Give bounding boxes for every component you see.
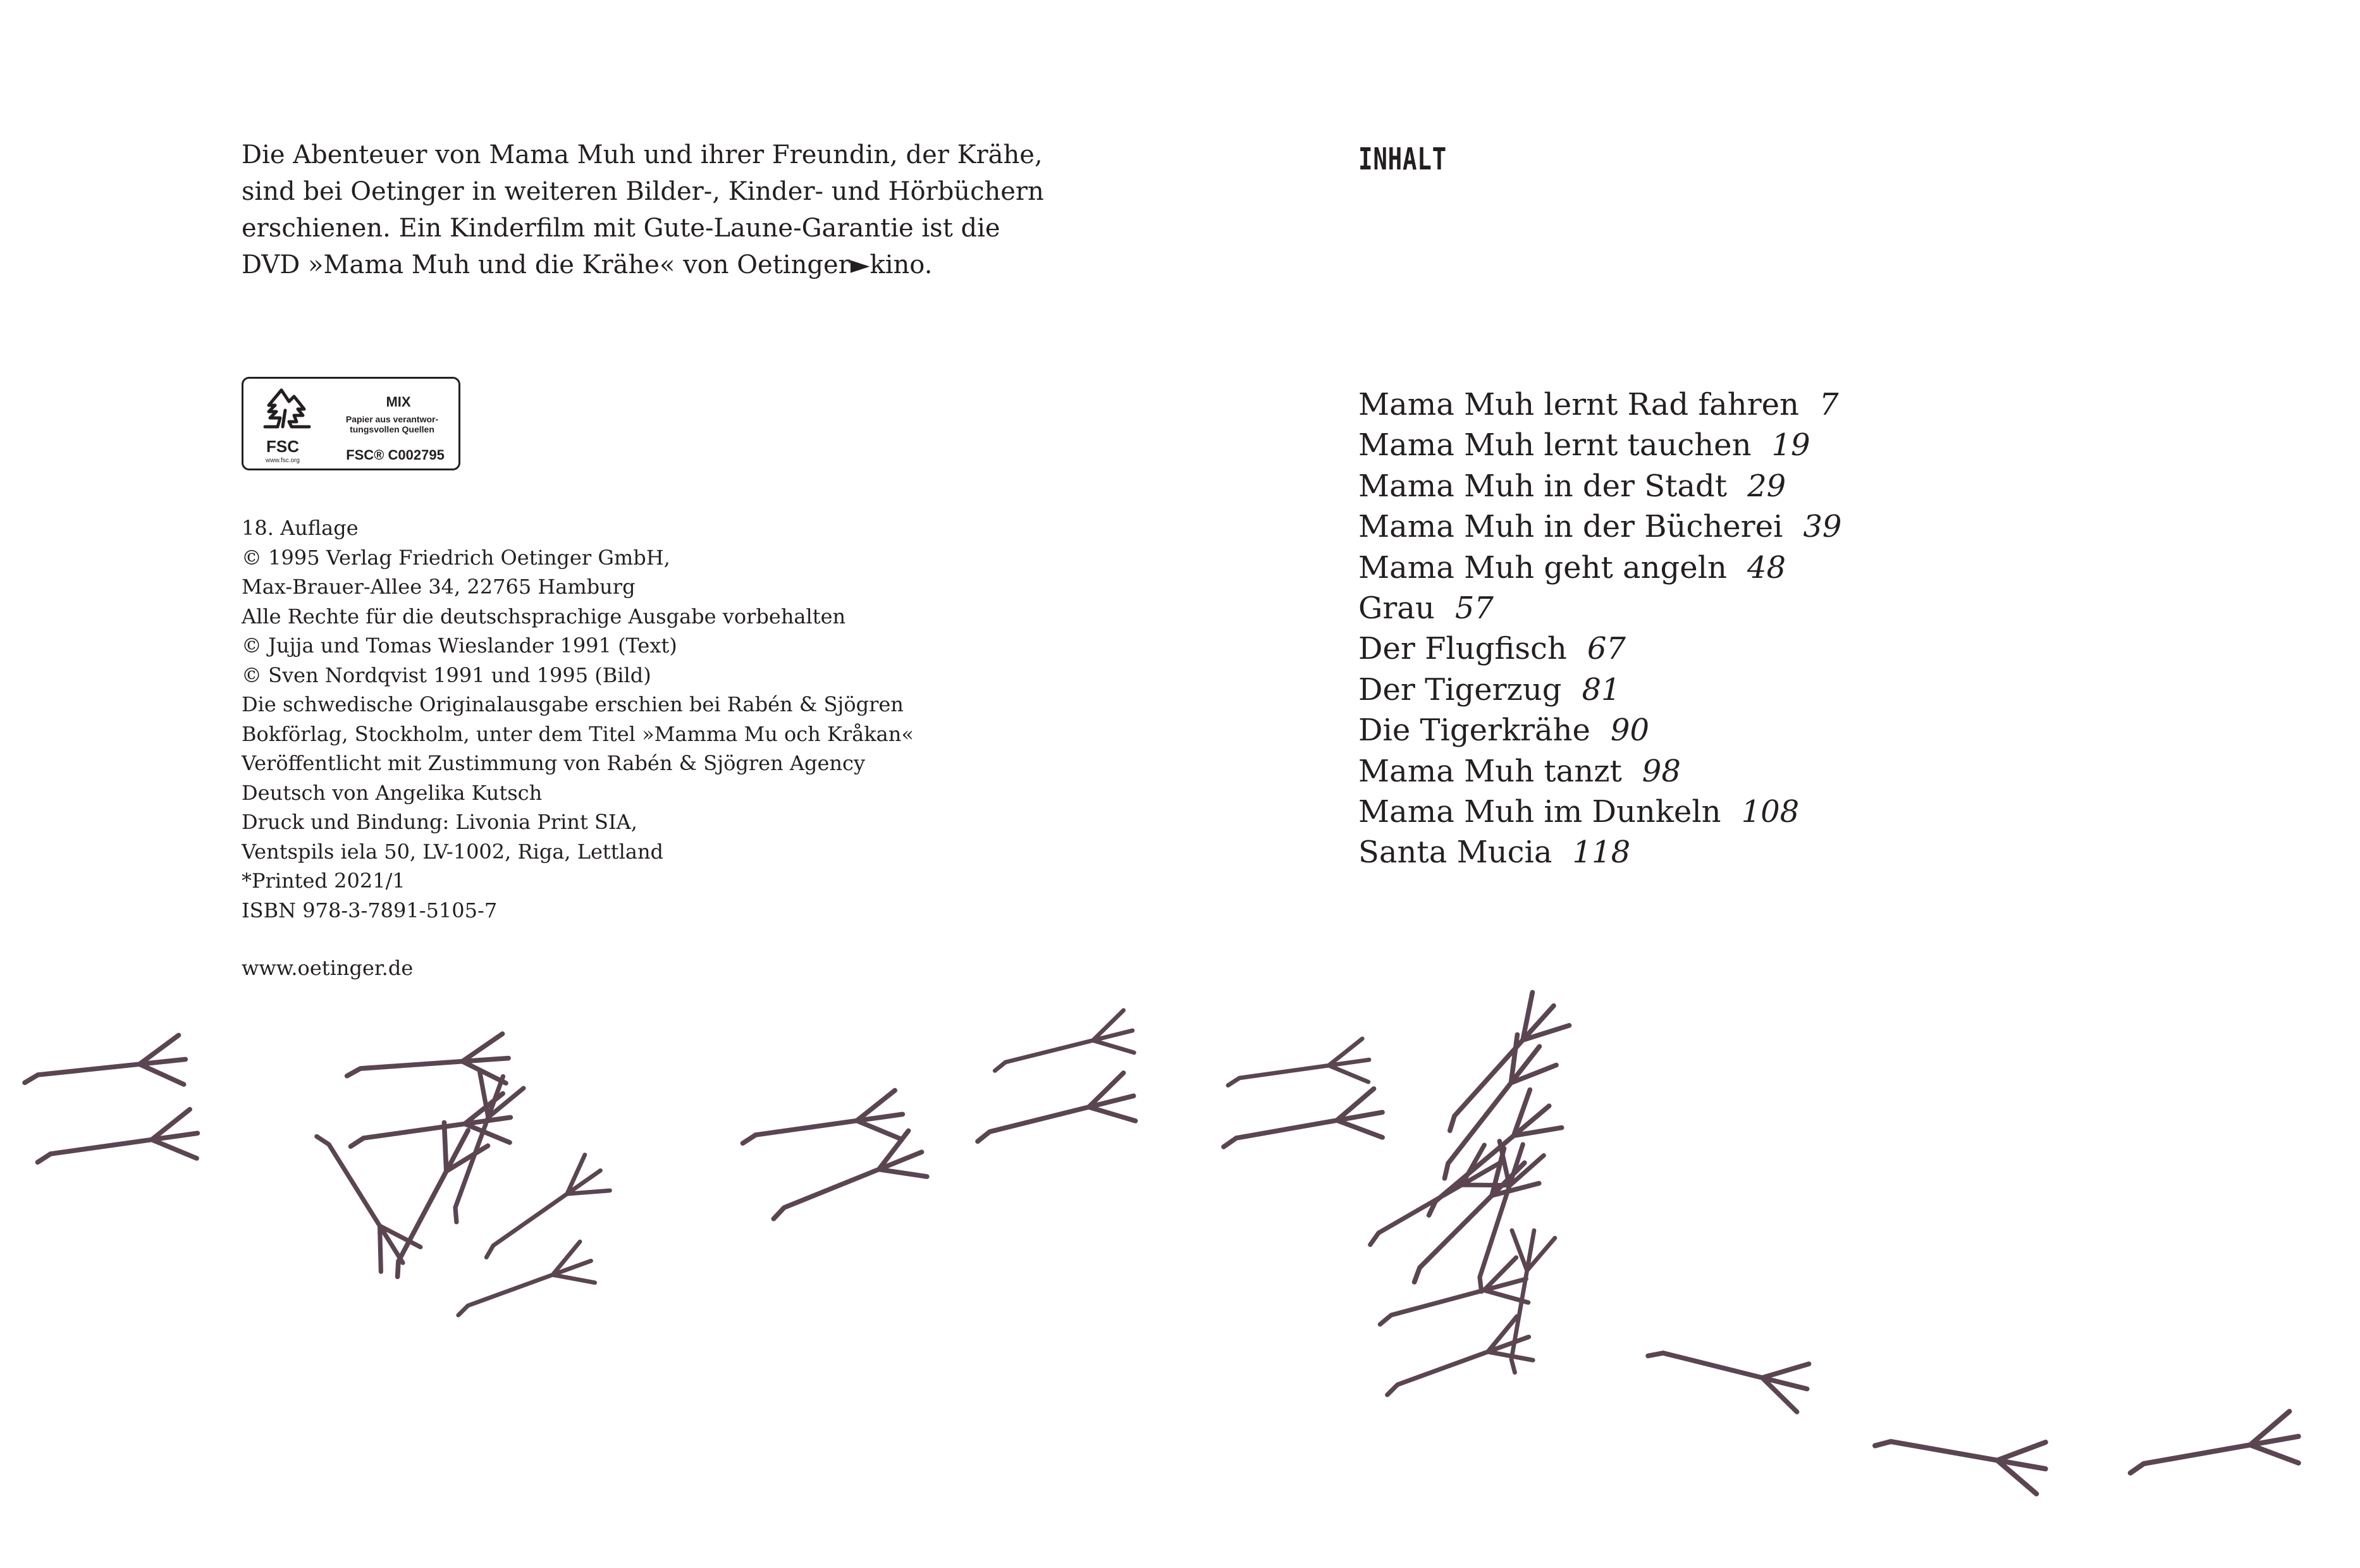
- toc-entry-page: 81: [1582, 671, 1621, 707]
- toc-entry-title: Die Tigerkrähe: [1358, 713, 1590, 749]
- toc-entry-title: Der Flugfisch: [1358, 631, 1567, 667]
- intro-line: sind bei Oetinger in weiteren Bilder-, Kinder- und Hörbüchern: [242, 177, 1044, 206]
- crow-footprint-icon: [1872, 1413, 2050, 1495]
- fsc-tree-check-icon: [252, 383, 322, 439]
- toc-entry-page: 90: [1610, 713, 1649, 749]
- crow-footprints-illustration: [0, 948, 2360, 1568]
- crow-footprint-icon: [22, 1035, 188, 1101]
- toc-entry-title: Grau: [1358, 591, 1435, 627]
- toc-entry: [1358, 751, 1841, 792]
- imprint-line: Max-Brauer-Allee 34, 22765 Hamburg: [242, 575, 636, 599]
- toc-entry: [1358, 466, 1841, 506]
- toc-entry-page: 57: [1454, 591, 1494, 627]
- crow-footprint-icon: [1644, 1326, 1813, 1413]
- crow-footprint-icon: [1218, 1088, 1386, 1165]
- crow-footprint-icon: [347, 1093, 514, 1165]
- crow-footprint-icon: [2125, 1411, 2303, 1492]
- fsc-brand: FSC: [266, 437, 299, 456]
- toc-entry: [1358, 588, 1841, 628]
- website-link[interactable]: www.oetinger.de: [242, 956, 414, 980]
- toc-entry: [1358, 384, 1841, 425]
- toc-entry: [1358, 506, 1841, 547]
- toc-entry-page: 118: [1572, 835, 1631, 871]
- crow-footprint-icon: [970, 1072, 1140, 1159]
- intro-line: Die Abenteuer von Mama Muh und ihrer Freundin, der Krähe,: [242, 140, 1043, 169]
- toc-entry-title: Mama Muh in der Bücherei: [1358, 509, 1783, 545]
- toc-entry-page: 7: [1819, 387, 1839, 422]
- toc-heading: INHALT: [1358, 142, 1447, 177]
- toc-entry-title: Santa Mucia: [1358, 835, 1552, 871]
- crow-footprint-icon: [1420, 1031, 1559, 1189]
- imprint-line: Alle Rechte für die deutschsprachige Ausgabe vorbehalten: [242, 604, 846, 628]
- toc-entry-page: 67: [1587, 631, 1626, 667]
- crow-footprint-icon: [449, 1240, 598, 1330]
- fsc-logo: [242, 377, 460, 470]
- toc-entry: [1358, 832, 1841, 873]
- imprint-line: © 1995 Verlag Friedrich Oetinger GmbH,: [242, 545, 670, 570]
- crow-footprint-icon: [370, 1119, 490, 1285]
- intro-line: DVD »Mama Muh und die Krähe« von Oetinger►kino.: [242, 250, 933, 279]
- imprint-line: ISBN 978-3-7891-5105-7: [242, 898, 498, 922]
- crow-footprint-icon: [345, 1034, 510, 1094]
- imprint-line: Die schwedische Originalausgabe erschien bei Rabén & Sjögren: [242, 692, 904, 716]
- crow-footprint-icon: [762, 1129, 931, 1236]
- imprint-line: *Printed 2021/1: [242, 869, 405, 893]
- toc-entry-page: 48: [1747, 549, 1786, 585]
- toc-entry-page: 98: [1642, 753, 1681, 789]
- fsc-mix-label: MIX: [386, 394, 411, 410]
- toc-entry: [1358, 425, 1841, 465]
- crow-footprint-icon: [470, 1153, 613, 1270]
- crow-footprint-icon: [34, 1109, 201, 1180]
- imprint-line: © Sven Nordqvist 1991 und 1995 (Bild): [242, 663, 651, 687]
- toc-entry: [1358, 710, 1841, 750]
- crow-footprint-icon: [739, 1090, 906, 1161]
- crow-footprint-icon: [1224, 1038, 1372, 1101]
- intro-line: erschienen. Ein Kinderfilm mit Gute-Laune-Garantie ist die: [242, 214, 1000, 243]
- imprint-line: Veröffentlicht mit Zustimmung von Rabén & Sjögren Agency: [242, 751, 866, 775]
- toc-entry-page: 19: [1771, 427, 1810, 463]
- toc-entry: [1358, 548, 1841, 588]
- fsc-description-line: Papier aus verantwor-: [345, 414, 439, 424]
- imprint-line: Ventspils iela 50, LV-1002, Riga, Lettland: [242, 839, 664, 864]
- toc-entry-title: Mama Muh lernt Rad fahren: [1358, 387, 1799, 422]
- toc-entry: [1358, 670, 1841, 710]
- toc-entry-page: 108: [1741, 794, 1800, 830]
- toc-entry-page: 39: [1803, 509, 1842, 545]
- toc-entry-title: Mama Muh geht angeln: [1358, 549, 1727, 585]
- imprint-line: Druck und Bindung: Livonia Print SIA,: [242, 810, 637, 834]
- fsc-url: www.fsc.org: [266, 457, 300, 464]
- imprint-list: [242, 513, 914, 925]
- toc-entry-title: Mama Muh tanzt: [1358, 753, 1622, 789]
- fsc-description-line: tungsvollen Quellen: [350, 424, 434, 434]
- toc-entry-title: Mama Muh im Dunkeln: [1358, 794, 1721, 830]
- imprint-line: Bokförlag, Stockholm, unter dem Titel »Mamma Mu och Kråkan«: [242, 721, 914, 746]
- crow-footprint-icon: [988, 1009, 1138, 1086]
- imprint-line: Deutsch von Angelika Kutsch: [242, 780, 543, 805]
- crow-footprint-icon: [1392, 1145, 1542, 1295]
- toc-entry: [1358, 628, 1841, 669]
- toc-entry-page: 29: [1747, 468, 1786, 504]
- fsc-description: [326, 414, 458, 434]
- toc-entry-title: Der Tigerzug: [1358, 671, 1562, 707]
- fsc-code: FSC® C002795: [346, 447, 445, 463]
- toc-entry-title: Mama Muh in der Stadt: [1358, 468, 1728, 504]
- intro-paragraph: [242, 137, 1064, 283]
- imprint-line: 18. Auflage: [242, 516, 359, 540]
- table-of-contents: [1358, 384, 1841, 873]
- toc-entry: [1358, 792, 1841, 832]
- imprint-line: © Jujja und Tomas Wieslander 1991 (Text): [242, 634, 677, 658]
- toc-entry-title: Mama Muh lernt tauchen: [1358, 427, 1752, 463]
